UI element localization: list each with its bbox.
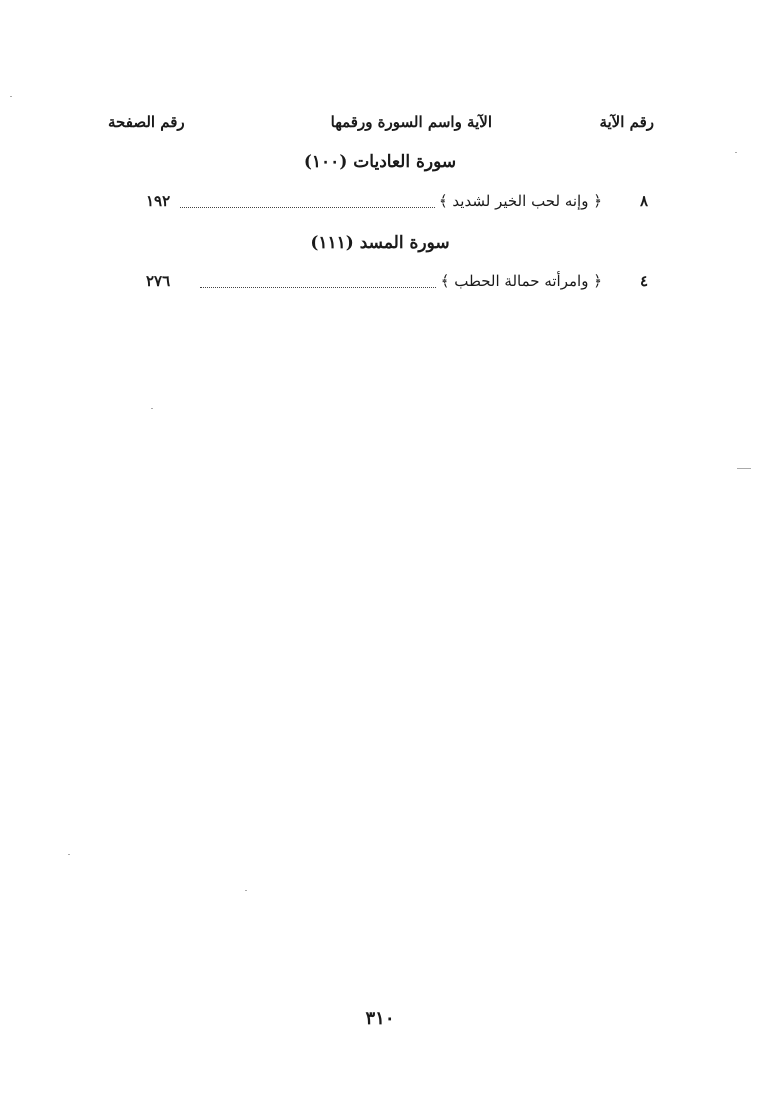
scan-speck xyxy=(10,96,12,97)
page-reference: ١٩٢ xyxy=(146,192,171,210)
ayah-text: ﴿ وامرأته حمالة الحطب ﴾ xyxy=(437,272,602,290)
ayah-surah-column-header: الآية واسم السورة ورقمها xyxy=(330,113,492,131)
ayah-number: ٨ xyxy=(639,192,648,210)
table-header xyxy=(100,113,660,139)
scan-speck xyxy=(737,468,751,469)
surah-title: سورة المسد (١١١) xyxy=(310,233,450,253)
index-entry xyxy=(140,192,650,216)
dotted-leader xyxy=(200,287,450,288)
page-number: ٣١٠ xyxy=(365,1008,395,1029)
scan-speck xyxy=(245,890,247,891)
scan-speck xyxy=(68,854,70,855)
ayah-text: ﴿ وإنه لحب الخير لشديد ﴾ xyxy=(435,192,602,210)
surah-title: سورة العاديات (١٠٠) xyxy=(303,152,457,172)
page-reference: ٢٧٦ xyxy=(146,272,171,290)
ayah-number-column-header: رقم الآية xyxy=(599,113,654,131)
index-entry xyxy=(140,272,650,296)
dotted-leader xyxy=(180,207,435,208)
page-number-column-header: رقم الصفحة xyxy=(108,113,185,131)
scan-speck xyxy=(735,152,737,153)
ayah-number: ٤ xyxy=(639,272,648,290)
scan-speck xyxy=(151,408,153,409)
